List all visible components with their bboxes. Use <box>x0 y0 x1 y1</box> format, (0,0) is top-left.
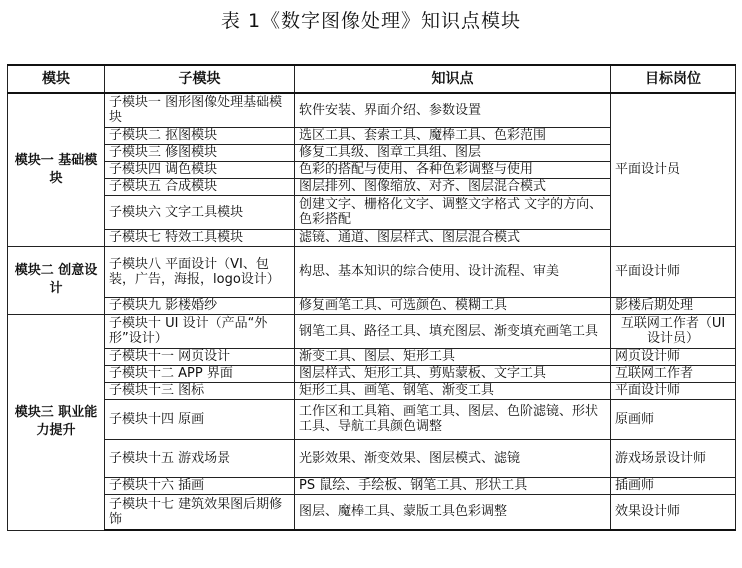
submodule-cell: 子模块十五 游戏场景 <box>105 439 295 477</box>
submodule-cell: 子模块十三 图标 <box>105 382 295 399</box>
table-header-row <box>8 65 736 93</box>
position-cell: 互联网工作者（UI 设计员） <box>611 314 736 348</box>
position-cell: 插画师 <box>611 477 736 494</box>
knowledge-cell: 选区工具、套索工具、魔棒工具、色彩范围 <box>295 127 611 144</box>
knowledge-cell: 图层排列、图像缩放、对齐、图层混合模式 <box>295 178 611 195</box>
submodule-cell: 子模块一 图形图像处理基础模块 <box>105 93 295 127</box>
submodule-cell: 子模块十七 建筑效果图后期修饰 <box>105 494 295 530</box>
knowledge-cell: 渐变工具、图层、矩形工具 <box>295 348 611 365</box>
position-cell: 效果设计师 <box>611 494 736 530</box>
submodule-cell: 子模块五 合成模块 <box>105 178 295 195</box>
submodule-cell: 子模块三 修图模块 <box>105 144 295 161</box>
header-position: 目标岗位 <box>611 65 736 93</box>
submodule-cell: 子模块十六 插画 <box>105 477 295 494</box>
knowledge-cell: 光影效果、渐变效果、图层模式、滤镜 <box>295 439 611 477</box>
knowledge-cell: PS 鼠绘、手绘板、钢笔工具、形状工具 <box>295 477 611 494</box>
table-row <box>8 382 736 399</box>
submodule-cell: 子模块二 抠图模块 <box>105 127 295 144</box>
table-row <box>8 399 736 439</box>
knowledge-cell: 构思、基本知识的综合使用、设计流程、审美 <box>295 246 611 297</box>
knowledge-cell: 图层、魔棒工具、蒙版工具色彩调整 <box>295 494 611 530</box>
module-cell-3: 模块三 职业能力提升 <box>8 314 105 530</box>
knowledge-cell: 修复工具级、图章工具组、图层 <box>295 144 611 161</box>
submodule-cell: 子模块九 影楼婚纱 <box>105 297 295 314</box>
module-cell-2: 模块二 创意设计 <box>8 246 105 314</box>
knowledge-cell: 修复画笔工具、可选颜色、模糊工具 <box>295 297 611 314</box>
position-cell: 平面设计师 <box>611 382 736 399</box>
position-cell: 原画师 <box>611 399 736 439</box>
header-module: 模块 <box>8 65 105 93</box>
submodule-cell: 子模块十一 网页设计 <box>105 348 295 365</box>
submodule-cell: 子模块十二 APP 界面 <box>105 365 295 382</box>
position-cell: 游戏场景设计师 <box>611 439 736 477</box>
position-cell: 网页设计师 <box>611 348 736 365</box>
knowledge-cell: 创建文字、栅格化文字、调整文字格式 文字的方向、色彩搭配 <box>295 195 611 229</box>
knowledge-cell: 钢笔工具、路径工具、填充图层、渐变填充画笔工具 <box>295 314 611 348</box>
table-row <box>8 494 736 530</box>
position-cell: 影楼后期处理 <box>611 297 736 314</box>
header-knowledge: 知识点 <box>295 65 611 93</box>
knowledge-table <box>7 64 736 531</box>
submodule-cell: 子模块十四 原画 <box>105 399 295 439</box>
table-title: 表 1《数字图像处理》知识点模块 <box>220 10 522 32</box>
knowledge-cell: 色彩的搭配与使用、各种色彩调整与使用 <box>295 161 611 178</box>
table-row <box>8 439 736 477</box>
position-cell: 互联网工作者 <box>611 365 736 382</box>
position-cell: 平面设计员 <box>611 93 736 246</box>
submodule-cell: 子模块十 UI 设计（产品“外形”设计） <box>105 314 295 348</box>
submodule-cell: 子模块七 特效工具模块 <box>105 229 295 246</box>
header-submodule: 子模块 <box>105 65 295 93</box>
table-row <box>8 246 736 297</box>
table-row <box>8 365 736 382</box>
knowledge-cell: 软件安装、界面介绍、参数设置 <box>295 93 611 127</box>
submodule-cell: 子模块八 平面设计（VI、包装，广告，海报，logo设计） <box>105 246 295 297</box>
submodule-cell: 子模块四 调色模块 <box>105 161 295 178</box>
table-row <box>8 348 736 365</box>
knowledge-cell: 工作区和工具箱、画笔工具、图层、色阶滤镜、形状工具、导航工具颜色调整 <box>295 399 611 439</box>
table-row <box>8 297 736 314</box>
submodule-cell: 子模块六 文字工具模块 <box>105 195 295 229</box>
knowledge-cell: 矩形工具、画笔、钢笔、渐变工具 <box>295 382 611 399</box>
knowledge-cell: 滤镜、通道、图层样式、图层混合模式 <box>295 229 611 246</box>
table-row <box>8 93 736 127</box>
table-row <box>8 314 736 348</box>
position-cell: 平面设计师 <box>611 246 736 297</box>
table-row <box>8 477 736 494</box>
module-cell-1: 模块一 基础模块 <box>8 93 105 246</box>
knowledge-cell: 图层样式、矩形工具、剪贴蒙板、文字工具 <box>295 365 611 382</box>
